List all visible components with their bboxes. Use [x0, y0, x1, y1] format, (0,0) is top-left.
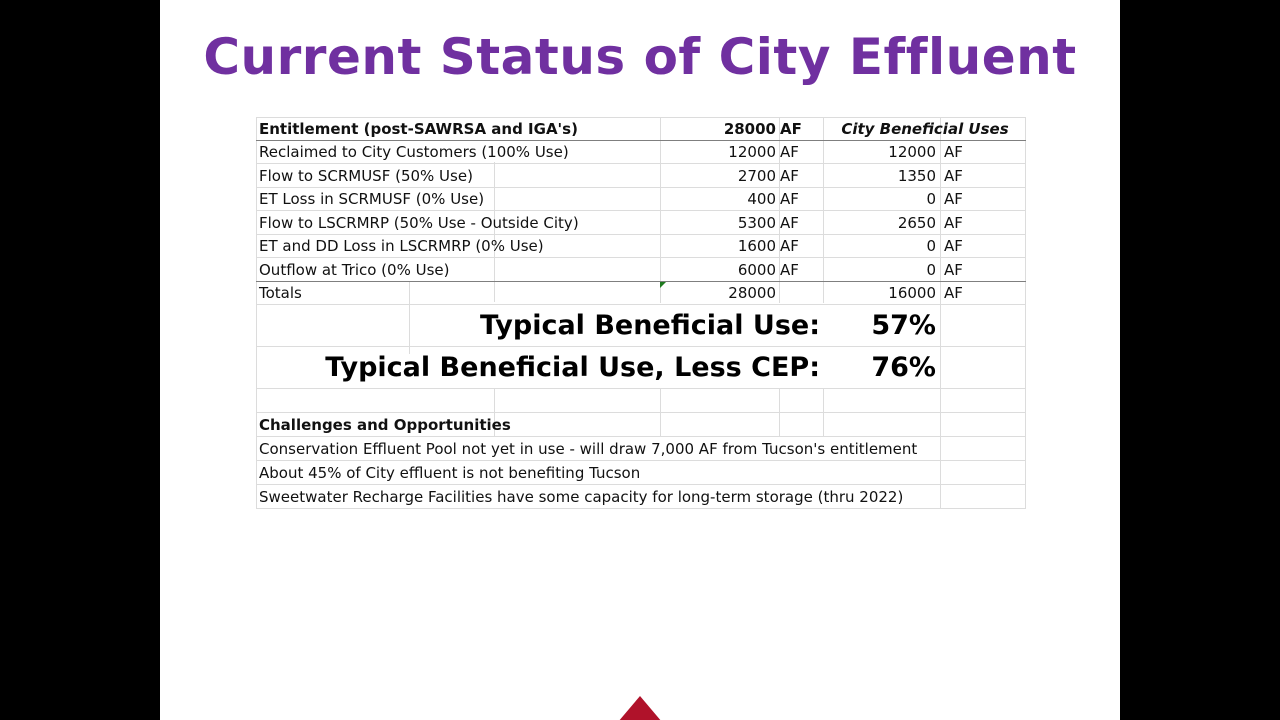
row-unit: AF	[780, 213, 799, 232]
row-benefit: 0	[926, 190, 936, 208]
table-row	[256, 188, 1026, 211]
totals-row	[256, 282, 1026, 305]
row-label: ET Loss in SCRMUSF (0% Use)	[259, 190, 485, 208]
row-value: 2700	[737, 166, 776, 185]
table-row	[256, 235, 1026, 258]
totals-benefit-unit: AF	[944, 284, 963, 302]
summary-row	[256, 347, 1026, 389]
beneficial-use-less-cep-label: Typical Beneficial Use, Less CEP:	[325, 352, 820, 383]
slide	[160, 0, 1120, 720]
logo-triangle-icon	[618, 696, 662, 720]
row-benefit-unit: AF	[944, 143, 963, 161]
row-label: Flow to SCRMUSF (50% Use)	[259, 166, 473, 185]
row-unit: AF	[780, 190, 799, 208]
table-row	[256, 258, 1026, 282]
row-unit: AF	[780, 143, 799, 161]
effluent-table	[256, 117, 1026, 509]
totals-label: Totals	[259, 284, 302, 302]
table-header-row	[256, 117, 1026, 141]
row-label: Reclaimed to City Customers (100% Use)	[259, 143, 569, 161]
header-benefit-column: City Beneficial Uses	[841, 120, 1009, 138]
beneficial-use-value: 57%	[871, 310, 936, 341]
spacer-row	[256, 389, 1026, 413]
row-value: 400	[747, 190, 776, 208]
challenges-heading-row	[256, 413, 1026, 437]
row-benefit-unit: AF	[944, 166, 963, 185]
row-benefit-unit: AF	[944, 260, 963, 279]
row-value: 1600	[737, 237, 776, 255]
row-benefit: 0	[926, 260, 936, 279]
challenge-item: Conservation Effluent Pool not yet in use - will draw 7,000 AF from Tucson's entitlement	[259, 439, 918, 458]
row-value: 6000	[737, 260, 776, 279]
row-benefit-unit: AF	[944, 237, 963, 255]
header-value: 28000	[723, 120, 776, 138]
table-row	[256, 141, 1026, 164]
row-benefit: 12000	[888, 143, 936, 161]
row-benefit: 2650	[897, 213, 936, 232]
header-unit: AF	[780, 120, 802, 138]
header-label: Entitlement (post-SAWRSA and IGA's)	[259, 120, 578, 138]
summary-row	[256, 305, 1026, 347]
row-unit: AF	[780, 166, 799, 185]
row-unit: AF	[780, 237, 799, 255]
list-item	[256, 437, 1026, 461]
row-label: ET and DD Loss in LSCRMRP (0% Use)	[259, 237, 544, 255]
row-value: 12000	[728, 143, 776, 161]
row-label: Flow to LSCRMRP (50% Use - Outside City)	[259, 213, 579, 232]
challenge-item: Sweetwater Recharge Facilities have some capacity for long-term storage (thru 2022)	[259, 487, 904, 506]
row-benefit: 1350	[897, 166, 936, 185]
table-row	[256, 211, 1026, 235]
row-label: Outflow at Trico (0% Use)	[259, 260, 450, 279]
list-item	[256, 461, 1026, 485]
row-value: 5300	[737, 213, 776, 232]
row-benefit-unit: AF	[944, 213, 963, 232]
row-unit: AF	[780, 260, 799, 279]
slide-title: Current Status of City Effluent	[203, 28, 1077, 86]
challenges-heading: Challenges and Opportunities	[259, 415, 511, 434]
beneficial-use-label: Typical Beneficial Use:	[480, 310, 820, 341]
totals-value: 28000	[728, 284, 776, 302]
row-benefit-unit: AF	[944, 190, 963, 208]
beneficial-use-less-cep-value: 76%	[871, 352, 936, 383]
table-row	[256, 164, 1026, 188]
list-item	[256, 485, 1026, 509]
totals-benefit: 16000	[888, 284, 936, 302]
row-benefit: 0	[926, 237, 936, 255]
challenge-item: About 45% of City effluent is not benefiting Tucson	[259, 463, 641, 482]
